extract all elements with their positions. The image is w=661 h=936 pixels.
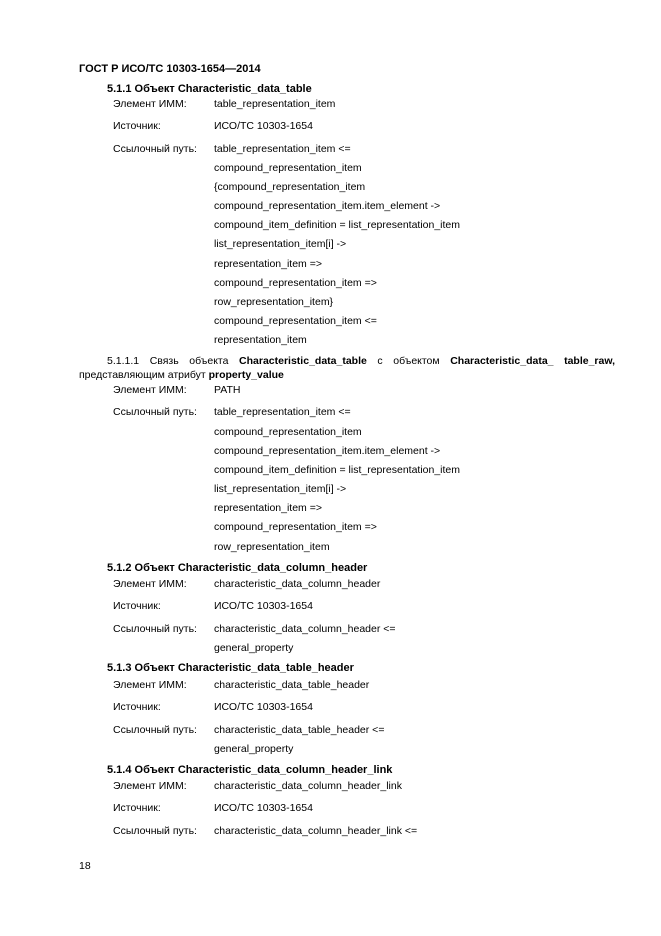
- imm-label: Элемент ИММ:: [113, 98, 187, 110]
- source-value: ИСО/ТС 10303-1654: [214, 701, 313, 713]
- path-line: compound_representation_item.item_element ->: [214, 445, 441, 457]
- section-5-1-3-title: 5.1.3 Объект Characteristic_data_table_header: [107, 662, 354, 674]
- path-line: list_representation_item[i] ->: [214, 483, 347, 495]
- path-line: row_representation_item}: [214, 296, 334, 308]
- path-line: general_property: [214, 743, 294, 755]
- source-value: ИСО/ТС 10303-1654: [214, 802, 313, 814]
- source-value: ИСО/ТС 10303-1654: [214, 120, 313, 132]
- path-line: {compound_representation_item: [214, 181, 366, 193]
- path-line: table_representation_item <=: [214, 406, 351, 418]
- imm-value: characteristic_data_table_header: [214, 679, 370, 691]
- path-line: general_property: [214, 642, 294, 654]
- imm-label: Элемент ИММ:: [113, 780, 187, 792]
- page-header: ГОСТ Р ИСО/ТС 10303-1654—2014: [79, 63, 261, 75]
- path-line: representation_item =>: [214, 258, 322, 270]
- source-label: Источник:: [113, 600, 161, 612]
- page-number: 18: [79, 860, 91, 872]
- imm-label: Элемент ИММ:: [113, 384, 187, 396]
- imm-value: characteristic_data_column_header_link: [214, 780, 402, 792]
- path-label: Ссылочный путь:: [113, 825, 197, 837]
- section-5-1-1-1-paragraph: 5.1.1.1 Связь объекта Characteristic_data_table с объектом Characteristic_data_ table_raw,: [107, 355, 616, 367]
- path-line: table_representation_item <=: [214, 143, 351, 155]
- path-line: characteristic_data_column_header <=: [214, 623, 396, 635]
- path-line: representation_item =>: [214, 502, 322, 514]
- path-line: compound_representation_item <=: [214, 315, 377, 327]
- imm-value: table_representation_item: [214, 98, 336, 110]
- path-line: compound_representation_item.item_element ->: [214, 200, 441, 212]
- path-label: Ссылочный путь:: [113, 143, 197, 155]
- section-5-1-1-1-paragraph-cont: представляющим атрибут property_value: [79, 369, 284, 381]
- path-label: Ссылочный путь:: [113, 406, 197, 418]
- path-line: compound_representation_item =>: [214, 521, 377, 533]
- section-5-1-1-title: 5.1.1 Объект Characteristic_data_table: [107, 83, 312, 95]
- path-line: representation_item: [214, 334, 307, 346]
- path-line: compound_item_definition = list_representation_item: [214, 464, 461, 476]
- path-line: row_representation_item: [214, 541, 330, 553]
- path-line: list_representation_item[i] ->: [214, 238, 347, 250]
- path-line: characteristic_data_column_header_link <=: [214, 825, 418, 837]
- imm-value: characteristic_data_column_header: [214, 578, 381, 590]
- path-line: compound_item_definition = list_representation_item: [214, 219, 461, 231]
- path-line: compound_representation_item: [214, 162, 362, 174]
- section-5-1-2-title: 5.1.2 Объект Characteristic_data_column_header: [107, 562, 368, 574]
- path-label: Ссылочный путь:: [113, 623, 197, 635]
- path-label: Ссылочный путь:: [113, 724, 197, 736]
- path-line: characteristic_data_table_header <=: [214, 724, 385, 736]
- path-line: compound_representation_item =>: [214, 277, 377, 289]
- imm-value: PATH: [214, 384, 241, 396]
- imm-label: Элемент ИММ:: [113, 578, 187, 590]
- source-label: Источник:: [113, 120, 161, 132]
- section-5-1-4-title: 5.1.4 Объект Characteristic_data_column_header_link: [107, 764, 393, 776]
- source-label: Источник:: [113, 802, 161, 814]
- source-label: Источник:: [113, 701, 161, 713]
- source-value: ИСО/ТС 10303-1654: [214, 600, 313, 612]
- imm-label: Элемент ИММ:: [113, 679, 187, 691]
- path-line: compound_representation_item: [214, 426, 362, 438]
